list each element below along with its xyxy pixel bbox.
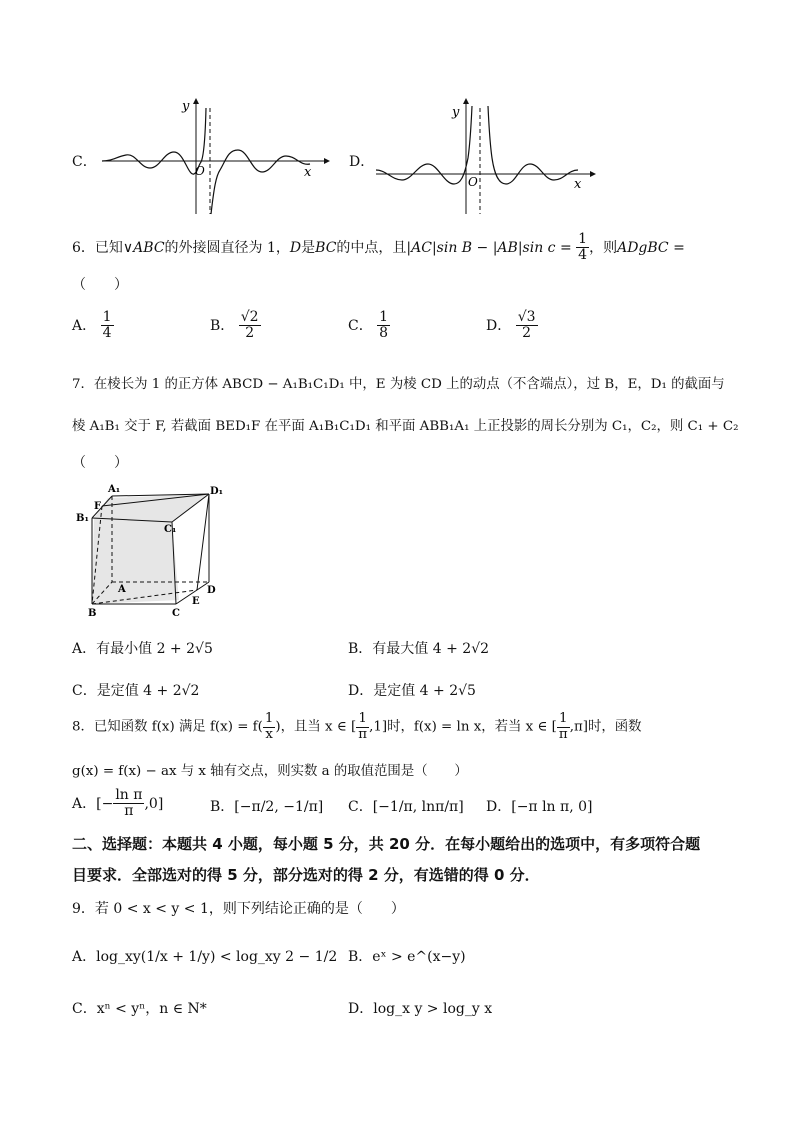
label-d1: D₁	[210, 486, 224, 497]
x-label: x	[304, 165, 312, 180]
label-a: A	[118, 584, 126, 595]
curve-right	[211, 150, 310, 214]
label-c1: C₁	[164, 524, 177, 535]
q9-option-d[interactable]: D．log_x y > log_y x	[348, 1001, 493, 1017]
cube-diagram	[72, 482, 232, 622]
label-e: E	[192, 596, 200, 607]
q7-line1: 7．在棱长为 1 的正方体 ABCD − A₁B₁C₁D₁ 中，E 为棱 CD 上的动点（不含端点），过 B，E，D₁ 的截面与	[72, 377, 725, 392]
section-top	[94, 494, 209, 522]
x-axis-arrow	[590, 171, 596, 177]
q6-option-a[interactable]: A． $\frac{1}{4}$	[72, 309, 112, 342]
q9-stem: 9．若 0 < x < y < 1，则下列结论正确的是（ ）	[72, 901, 405, 917]
label-f: F	[94, 501, 102, 512]
q7-line2: 棱 A₁B₁ 交于 F, 若截面 BED₁F 在平面 A₁B₁C₁D₁ 和平面 ABB₁A₁ 上正投影的周长分别为 C₁，C₂，则 C₁ + C₂	[72, 419, 739, 434]
q7-option-b[interactable]: B．有最大值 4 + 2√2	[348, 641, 490, 657]
q7-paren: （ ）	[72, 455, 128, 471]
label-b1: B₁	[76, 513, 89, 524]
q8-option-a[interactable]: A．[− $\frac{\text{ln π}}{\pi}$ ,0]	[72, 787, 164, 820]
q9-option-a[interactable]: A．log_xy(1/x + 1/y) < log_xy 2 − 1/2	[72, 949, 338, 965]
q8-line2: g(x) = f(x) − ax 与 x 轴有交点，则实数 a 的取值范围是（ ）	[72, 764, 468, 779]
curve-left	[102, 108, 206, 174]
y-axis-arrow	[193, 98, 199, 104]
q7-option-c[interactable]: C．是定值 4 + 2√2	[72, 683, 200, 699]
y-axis-arrow	[463, 98, 469, 104]
x-label: x	[574, 177, 582, 192]
option-c-label: C．	[72, 154, 97, 170]
curve-right	[488, 106, 578, 184]
label-c: C	[172, 608, 180, 619]
q8-line1: 8．已知函数 f(x) 满足 f(x) = f( $\frac{1}{x}$ )，且当 x ∈ [ $\frac{1}{\pi}$ ,1]时，f(x) = ln x，若当 x ∈ [ $\frac{1}{\pi}$ ,π]时，函数	[72, 711, 642, 742]
q7-option-d[interactable]: D．是定值 4 + 2√5	[348, 683, 476, 699]
section2-heading-line2: 目要求．全部选对的得 5 分，部分选对的得 2 分，有选错的得 0 分．	[72, 866, 540, 884]
section2-heading-line1: 二、选择题：本题共 4 小题，每小题 5 分，共 20 分．在每小题给出的选项中，有多项符合题	[72, 835, 701, 853]
section-ed1	[197, 494, 209, 590]
y-label: y	[452, 105, 460, 120]
q6-option-b[interactable]: B． $\frac{√2}{2}$	[210, 309, 259, 342]
origin-label: O	[468, 175, 478, 189]
graph-d	[372, 98, 596, 218]
label-b: B	[88, 608, 97, 619]
graph-c	[98, 98, 330, 218]
q6-fraction: $\frac{1}{4}$	[578, 231, 588, 264]
q9-option-c[interactable]: C．xⁿ < yⁿ，n ∈ N*	[72, 1001, 207, 1017]
q6-stem: 6．已知∨ABC的外接圆直径为 1，D是BC的中点，且|AC|sin B − |AB|sin c = $\frac{1}{4}$ ，则ADgBC =	[72, 231, 685, 264]
label-a1: A₁	[108, 484, 121, 495]
option-d-label: D．	[349, 154, 375, 170]
q8-option-d[interactable]: D．[−π ln π, 0]	[486, 799, 593, 815]
label-d: D	[207, 585, 216, 596]
q6-option-d[interactable]: D． $\frac{√3}{2}$	[486, 309, 536, 342]
q8-option-b[interactable]: B．[−π/2, −1/π]	[210, 799, 324, 815]
origin-label: O	[195, 164, 205, 178]
q9-option-b[interactable]: B．eˣ > e^(x−y)	[348, 949, 466, 965]
q8-option-c[interactable]: C．[−1/π, lnπ/π]	[348, 799, 464, 815]
q6-paren: （ ）	[72, 277, 128, 293]
q7-option-a[interactable]: A．有最小值 2 + 2√5	[72, 641, 213, 657]
q6-option-c[interactable]: C． $\frac{1}{8}$	[348, 309, 389, 342]
y-label: y	[182, 99, 190, 114]
x-axis-arrow	[324, 158, 330, 164]
